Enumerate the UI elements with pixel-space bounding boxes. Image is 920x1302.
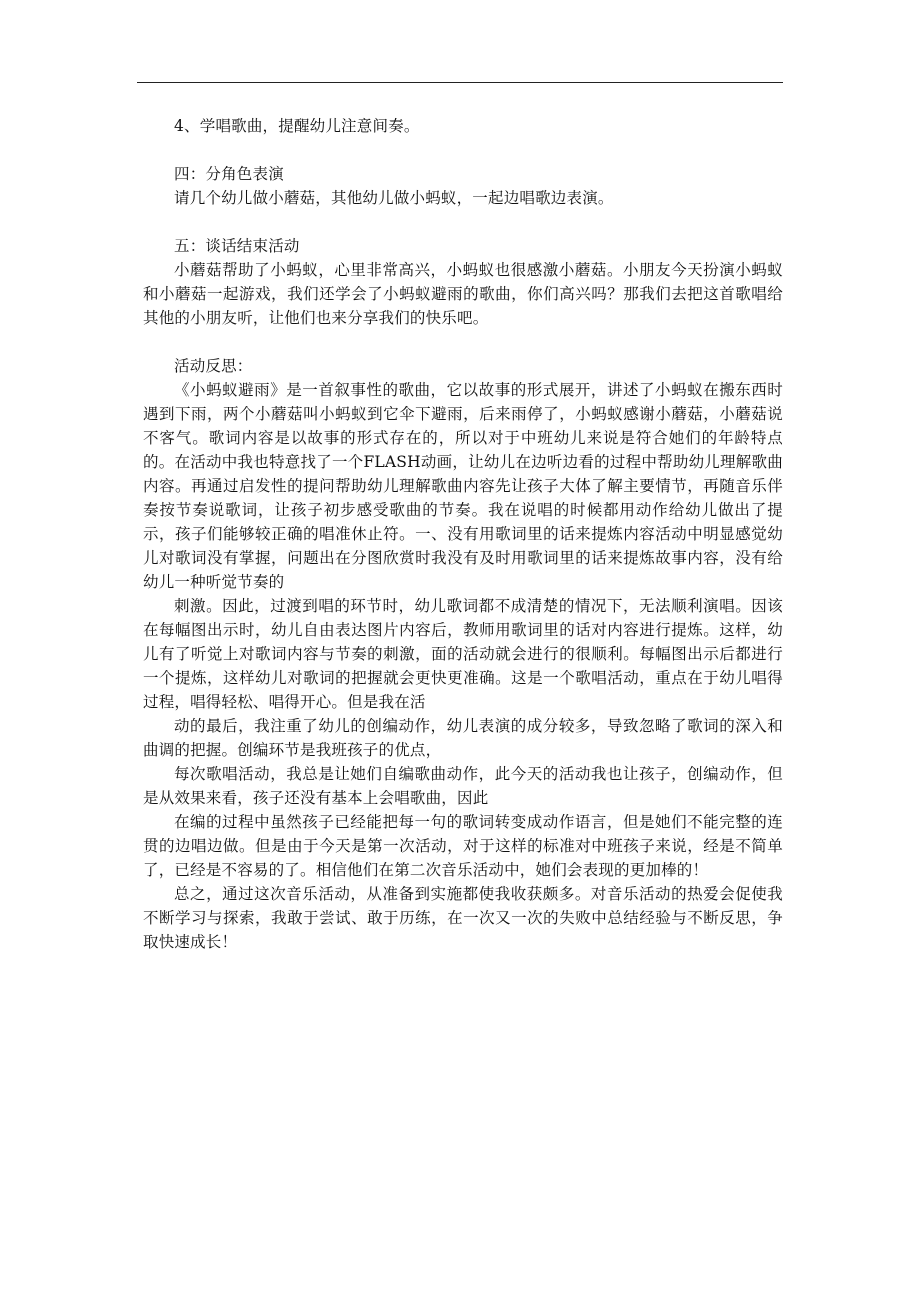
step-four-line: 4、学唱歌曲，提醒幼儿注意间奏。 bbox=[174, 117, 420, 135]
section-five-heading: 五：谈话结束活动 bbox=[174, 237, 300, 255]
reflection-paragraph: 《小蚂蚁避雨》是一首叙事性的歌曲，它以故事的形式展开，讲述了小蚂蚁在搬东西时遇到下雨，两个小蘑菇叫小蚂蚁到它伞下避雨，后来雨停了，小蚂蚁感谢小蘑菇，小蘑菇说不客气。歌词内容是以故事的形式存在的，所以对于中班幼儿来说是符合她们的年龄特点的。在活动中我也特意找了一个FLASH动画，让幼儿在边听边看的过程中帮助幼儿理解歌曲内容。再通过启发性的提问帮助幼儿理解歌曲内容先让孩子大体了解主要情节，再随音乐伴奏按节奏说歌词，让孩子初步感受歌曲的节奏。我在说唱的时候都用动作给幼儿做出了提示，孩子们能够较正确的唱准休止符。一、没有用歌词里的话来提炼内容活动中明显感觉幼儿对歌词没有掌握，问题出在分图欣赏时我没有及时用歌词里的话来提炼故事内容，没有给幼儿一种听觉节奏的 bbox=[143, 381, 783, 591]
section-five-text: 小蘑菇帮助了小蚂蚁，心里非常高兴，小蚂蚁也很感激小蘑菇。小朋友今天扮演小蚂蚁和小蘑菇一起游戏，我们还学会了小蚂蚁避雨的歌曲，你们高兴吗？那我们去把这首歌唱给其他的小朋友听，让他们也来分享我们的快乐吧。 bbox=[143, 261, 783, 327]
paragraph-gap bbox=[143, 138, 783, 162]
section-four-text: 请几个幼儿做小蘑菇，其他幼儿做小蚂蚁，一起边唱歌边表演。 bbox=[174, 189, 614, 207]
reflection-paragraph: 在编的过程中虽然孩子已经能把每一句的歌词转变成动作语言，但是她们不能完整的连贯的边唱边做。但是由于今天是第一次活动，对于这样的标准对中班孩子来说，经是不简单了，已经是不容易的了。相信他们在第二次音乐活动中，她们会表现的更加棒的！ bbox=[143, 813, 783, 879]
reflection-paragraph: 每次歌唱活动，我总是让她们自编歌曲动作，此今天的活动我也让孩子，创编动作，但是从效果来看，孩子还没有基本上会唱歌曲，因此 bbox=[143, 765, 783, 807]
header-rule bbox=[137, 82, 783, 83]
section-four-heading: 四：分角色表演 bbox=[174, 165, 284, 183]
paragraph-gap bbox=[143, 210, 783, 234]
reflection-paragraph: 刺激。因此，过渡到唱的环节时，幼儿歌词都不成清楚的情况下，无法顺利演唱。因该在每幅图出示时，幼儿自由表达图片内容后，教师用歌词里的话对内容进行提炼。这样，幼儿有了听觉上对歌词内容与节奏的刺激，面的活动就会进行的很顺利。每幅图出示后都进行一个提炼，这样幼儿对歌词的把握就会更快更准确。这是一个歌唱活动，重点在于幼儿唱得过程，唱得轻松、唱得开心。但是我在活 bbox=[143, 597, 783, 711]
document-body bbox=[143, 114, 783, 954]
conclusion-paragraph: 总之，通过这次音乐活动，从准备到实施都使我收获颇多。对音乐活动的热爱会促使我不断学习与探索，我敢于尝试、敢于历练，在一次又一次的失败中总结经验与不断反思，争取快速成长！ bbox=[143, 885, 783, 951]
reflection-heading: 活动反思： bbox=[174, 357, 253, 375]
reflection-paragraph: 动的最后，我注重了幼儿的创编动作，幼儿表演的成分较多，导致忽略了歌词的深入和曲调的把握。创编环节是我班孩子的优点， bbox=[143, 717, 783, 759]
paragraph-gap bbox=[143, 330, 783, 354]
